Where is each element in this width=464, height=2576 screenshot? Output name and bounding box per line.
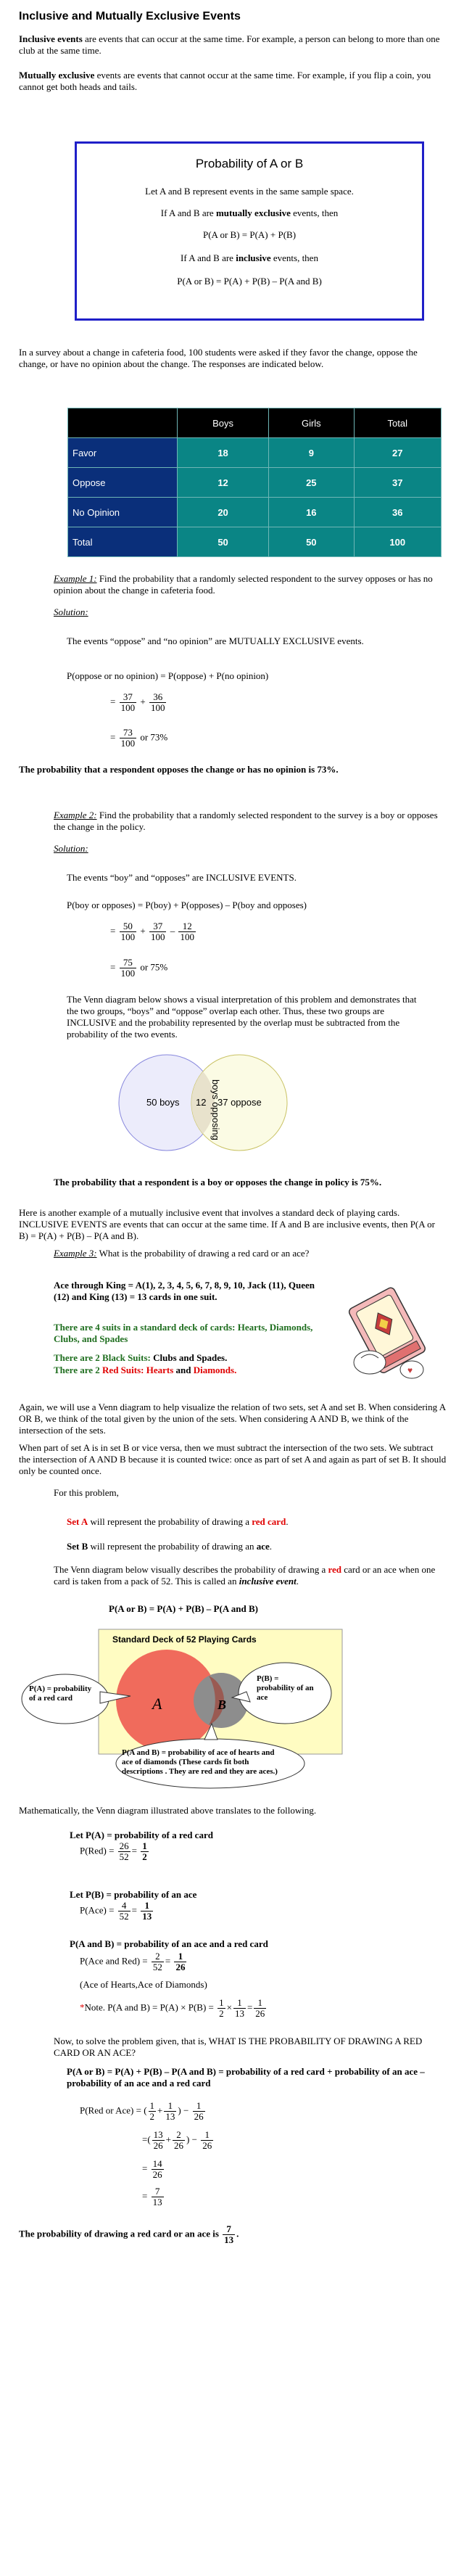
table-cell: 12 bbox=[178, 468, 269, 498]
table-row bbox=[68, 498, 442, 527]
example2-prompt: Example 2: Find the probability that a randomly selected respondent to the survey is a boy or opposes the change in the policy. bbox=[54, 810, 438, 832]
card-ranks: Ace through King = A(1), 2, 3, 4, 5, 6, 7, 8, 9, 10, Jack (11), Queen (12) and King (13) = 13 cards in one suit. bbox=[54, 1280, 315, 1302]
boys-oppose-venn bbox=[116, 1045, 297, 1161]
example1-solution-label: Solution: bbox=[54, 606, 88, 617]
box-line2: If A and B are mutually exclusive events, then bbox=[160, 207, 339, 218]
box-formula2: P(A or B) = P(A) + P(B) – P(A and B) bbox=[177, 276, 322, 287]
svg-text:♥: ♥ bbox=[407, 1365, 413, 1375]
pab-note: (Ace of Hearts,Ace of Diamonds) bbox=[80, 1979, 207, 1990]
table-cell: 36 bbox=[354, 498, 441, 527]
final-formula: P(A or B) = P(A) + P(B) – P(A and B) = probability of a red card + probability of an ace – probability of an ace and a red card bbox=[67, 2066, 425, 2089]
for-problem: For this problem, bbox=[54, 1487, 119, 1498]
circle-a-label: A bbox=[152, 1695, 162, 1713]
calc-step4: = $\frac{7}{13}$ bbox=[142, 2186, 162, 2207]
table-cell: 16 bbox=[269, 498, 354, 527]
example1-result: = $\frac{73}{100}$ or 73% bbox=[110, 727, 168, 749]
box-line1: Let A and B represent events in the same sample space. bbox=[145, 186, 354, 197]
row-label: Favor bbox=[68, 438, 178, 468]
box-title: Probability of A or B bbox=[195, 157, 304, 170]
card-deck-icon bbox=[339, 1277, 441, 1386]
callout-ab-text: P(A and B) = probability of ace of hearts and ace of diamonds (These cards fit both descriptions . They are red and they are aces.) bbox=[122, 1748, 278, 1776]
callout-b-text: P(B) = probability of an ace bbox=[257, 1674, 314, 1702]
multiplication-note: *Note. P(A and B) = P(A) × P(B) = $\frac{1}{2}$ × $\frac{1}{13}$ = $\frac{1}{26}$ bbox=[80, 1997, 265, 2019]
example2-result: = $\frac{75}{100}$ or 75% bbox=[110, 957, 168, 979]
table-row bbox=[68, 527, 442, 557]
venn-left-label: 50 boys bbox=[146, 1097, 180, 1108]
example1-answer: The probability that a respondent opposes the change or has no opinion is 73%. bbox=[19, 764, 339, 775]
survey-table bbox=[67, 408, 442, 557]
page-title: Inclusive and Mutually Exclusive Events bbox=[19, 10, 241, 22]
pb-heading: Let P(B) = probability of an ace bbox=[70, 1889, 197, 1900]
pb-equation: P(Ace) = $\frac{4}{52}$ = $\frac{1}{13}$ bbox=[80, 1900, 152, 1922]
black-suits: There are 2 Black Suits: Clubs and Spades. bbox=[54, 1352, 228, 1363]
mutually-exclusive-definition: Mutually exclusive events are events that cannot occur at the same time. For example, if you flip a coin, you cannot get both heads and tails. bbox=[19, 70, 431, 92]
example1-prompt: Example 1: Find the probability that a randomly selected respondent to the survey opposes or has no opinion about the change in cafeteria food. bbox=[54, 573, 433, 596]
set-a-definition: Set A will represent the probability of drawing a red card. bbox=[67, 1516, 289, 1527]
pab-equation: P(Ace and Red) = $\frac{2}{52}$ = $\frac{1}{26}$ bbox=[80, 1951, 186, 1972]
calc-step1: P(Red or Ace) = ( $\frac{1}{2}$ + $\frac{1}{13}$ ) − $\frac{1}{26}$ bbox=[80, 2100, 204, 2122]
table-header-cell bbox=[68, 408, 178, 438]
table-cell: 9 bbox=[269, 438, 354, 468]
cards-intro: Here is another example of a mutually inclusive event that involves a standard deck of playing cards. INCLUSIVE EVENTS are events that can occur at the same time. If A and B are inclusive events, then P(A or B) = P(A) + P(B) – P(A and B). bbox=[19, 1207, 436, 1241]
example2-solution-label: Solution: bbox=[54, 843, 88, 854]
inclusive-formula: P(A or B) = P(A) + P(B) – P(A and B) bbox=[109, 1603, 258, 1614]
set-b-definition: Set B will represent the probability of drawing an ace. bbox=[67, 1541, 273, 1552]
table-cell: 25 bbox=[269, 468, 354, 498]
intersection-explanation: When part of set A is in set B or vice versa, then we must subtract the intersection of the two sets. We subtract the intersection of A AND B because it is counted twice: once as part of set A and again as part of set B. It should only be counted once. bbox=[19, 1442, 447, 1476]
pa-equation: P(Red) = $\frac{26}{52}$ = $\frac{1}{2}$ bbox=[80, 1840, 147, 1862]
example2-step1: The events “boy” and “opposes” are INCLUSIVE EVENTS. bbox=[67, 872, 297, 883]
calc-step2: =( $\frac{13}{26}$ + $\frac{2}{26}$ ) − $\frac{1}{26}$ bbox=[142, 2129, 212, 2151]
card-suits: There are 4 suits in a standard deck of cards: Hearts, Diamonds, Clubs, and Spades bbox=[54, 1322, 313, 1344]
pab-heading: P(A and B) = probability of an ace and a red card bbox=[70, 1938, 268, 1949]
venn-right-label: 37 oppose bbox=[218, 1097, 262, 1108]
table-cell: 100 bbox=[354, 527, 441, 557]
row-label: Total bbox=[68, 527, 178, 557]
table-row bbox=[68, 468, 442, 498]
table-row bbox=[68, 438, 442, 468]
survey-intro: In a survey about a change in cafeteria food, 100 students were asked if they favor the change, oppose the change, or have no opinion about the change. The responses are indicated below. bbox=[19, 347, 418, 369]
diagram-description: The Venn diagram below visually describes the probability of drawing a red card or an ace when one card is taken from a pack of 52. This is called an inclusive event. bbox=[54, 1564, 436, 1587]
inclusive-definition: Inclusive events are events that can occur at the same time. For example, a person can belong to more than one club at the same time. bbox=[19, 33, 440, 56]
circle-b-label: B bbox=[218, 1698, 227, 1712]
pa-heading: Let P(A) = probability of a red card bbox=[70, 1830, 213, 1840]
table-header-cell: Total bbox=[354, 408, 441, 438]
table-cell: 50 bbox=[269, 527, 354, 557]
table-cell: 50 bbox=[178, 527, 269, 557]
red-suits: There are 2 Red Suits: Hearts and Diamonds. bbox=[54, 1365, 237, 1375]
final-answer: The probability of drawing a red card or an ace is $\frac{7}{13}$ . bbox=[19, 2223, 239, 2245]
table-cell: 18 bbox=[178, 438, 269, 468]
venn-explanation: Again, we will use a Venn diagram to help visualize the relation of two sets, set A and set B. When considering A OR B, we think of the total given by the union of the sets. When considering A AND B, we think of the intersection of the sets. bbox=[19, 1402, 446, 1436]
table-header-cell: Boys bbox=[178, 408, 269, 438]
example3-prompt: Example 3: What is the probability of drawing a red card or an ace? bbox=[54, 1248, 310, 1259]
example2-answer: The probability that a respondent is a boy or opposes the change in policy is 75%. bbox=[54, 1177, 382, 1188]
example1-step2: P(oppose or no opinion) = P(oppose) + P(no opinion) bbox=[67, 670, 269, 681]
table-cell: 20 bbox=[178, 498, 269, 527]
solve-paragraph: Now, to solve the problem given, that is, WHAT IS THE PROBABILITY OF DRAWING A RED CARD OR AN ACE? bbox=[54, 2036, 423, 2058]
box-formula1: P(A or B) = P(A) + P(B) bbox=[202, 229, 297, 240]
example2-sum: = $\frac{50}{100}$ + $\frac{37}{100}$ – $\frac{12}{100}$ bbox=[110, 921, 194, 942]
venn-mid-vertical: boys opposing bbox=[210, 1079, 221, 1140]
probability-rule-box bbox=[75, 141, 424, 321]
table-cell: 37 bbox=[354, 468, 441, 498]
example2-venn-text: The Venn diagram below shows a visual interpretation of this problem and demonstrates that the two groups, “boys” and “oppose” overlap each other. Thus, these two groups are INCLUSIVE and the probability represented by the overlap must be subtracted from the probability of the two events. bbox=[67, 994, 417, 1040]
calc-step3: = $\frac{14}{26}$ bbox=[142, 2158, 162, 2180]
callout-a-text: P(A) = probability of a red card bbox=[29, 1684, 92, 1703]
example2-step2: P(boy or opposes) = P(boy) + P(opposes) – P(boy and opposes) bbox=[67, 900, 307, 910]
example1-step1: The events “oppose” and “no opinion” are MUTUALLY EXCLUSIVE events. bbox=[67, 635, 364, 646]
row-label: Oppose bbox=[68, 468, 178, 498]
row-label: No Opinion bbox=[68, 498, 178, 527]
example1-sum: = $\frac{37}{100}$ + $\frac{36}{100}$ bbox=[110, 691, 165, 713]
deck-title: Standard Deck of 52 Playing Cards bbox=[112, 1634, 257, 1645]
table-header-cell: Girls bbox=[269, 408, 354, 438]
math-intro: Mathematically, the Venn diagram illustrated above translates to the following. bbox=[19, 1805, 317, 1816]
venn-mid-label: 12 bbox=[196, 1097, 207, 1108]
table-cell: 27 bbox=[354, 438, 441, 468]
box-line3: If A and B are inclusive events, then bbox=[181, 252, 318, 263]
table-header-row bbox=[68, 408, 442, 438]
